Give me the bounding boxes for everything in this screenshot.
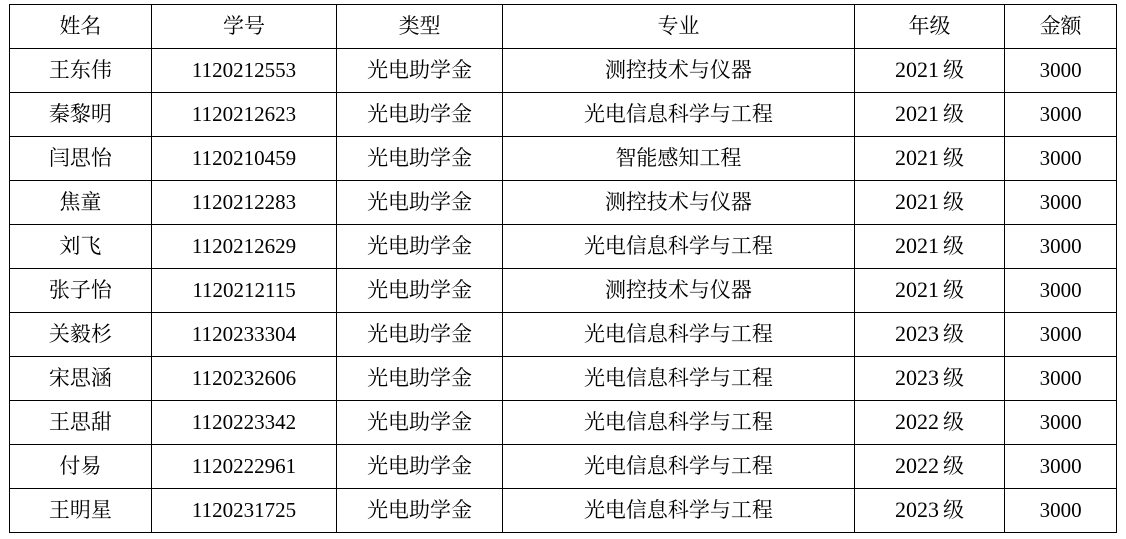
cell-major: 光电信息科学与工程 [502, 489, 854, 533]
cell-grade [854, 225, 1004, 269]
cell-major: 测控技术与仪器 [502, 269, 854, 313]
cell-name: 焦童 [10, 181, 152, 225]
cell-amount: 3000 [1005, 225, 1117, 269]
grade-suffix: 级 [943, 499, 965, 523]
grade-year: 2023 [895, 321, 940, 347]
cell-amount: 3000 [1005, 93, 1117, 137]
cell-student-id: 1120231725 [151, 489, 336, 533]
table-body [10, 5, 1117, 533]
cell-grade [854, 269, 1004, 313]
cell-name: 刘飞 [10, 225, 152, 269]
table-row [10, 269, 1117, 313]
cell-name: 王东伟 [10, 49, 152, 93]
cell-grade [854, 137, 1004, 181]
cell-type: 光电助学金 [337, 137, 503, 181]
table-row [10, 445, 1117, 489]
cell-student-id: 1120233304 [151, 313, 336, 357]
cell-grade [854, 489, 1004, 533]
table-row [10, 181, 1117, 225]
grade-year: 2021 [895, 233, 940, 259]
grade-suffix: 级 [943, 411, 965, 435]
table-row [10, 49, 1117, 93]
cell-name: 张子怡 [10, 269, 152, 313]
cell-type: 光电助学金 [337, 93, 503, 137]
cell-amount: 3000 [1005, 401, 1117, 445]
cell-grade [854, 313, 1004, 357]
cell-amount: 3000 [1005, 181, 1117, 225]
cell-major: 测控技术与仪器 [502, 181, 854, 225]
column-header-grade: 年级 [854, 5, 1004, 49]
grade-suffix: 级 [943, 323, 965, 347]
grade-year: 2022 [895, 409, 940, 435]
table-header-row [10, 5, 1117, 49]
grade-year: 2023 [895, 365, 940, 391]
cell-type: 光电助学金 [337, 181, 503, 225]
cell-student-id: 1120212623 [151, 93, 336, 137]
table-row [10, 93, 1117, 137]
grade-year: 2021 [895, 101, 940, 127]
cell-major: 智能感知工程 [502, 137, 854, 181]
cell-student-id: 1120212115 [151, 269, 336, 313]
cell-student-id: 1120210459 [151, 137, 336, 181]
grade-suffix: 级 [943, 191, 965, 215]
cell-major: 测控技术与仪器 [502, 49, 854, 93]
grade-suffix: 级 [943, 367, 965, 391]
cell-amount: 3000 [1005, 313, 1117, 357]
cell-type: 光电助学金 [337, 269, 503, 313]
cell-student-id: 1120212553 [151, 49, 336, 93]
table-row [10, 137, 1117, 181]
grade-suffix: 级 [943, 235, 965, 259]
scholarship-table [9, 4, 1117, 533]
cell-name: 秦黎明 [10, 93, 152, 137]
grade-year: 2021 [895, 145, 940, 171]
cell-amount: 3000 [1005, 269, 1117, 313]
cell-major: 光电信息科学与工程 [502, 401, 854, 445]
cell-grade [854, 93, 1004, 137]
grade-year: 2023 [895, 497, 940, 523]
cell-name: 闫思怡 [10, 137, 152, 181]
cell-type: 光电助学金 [337, 49, 503, 93]
cell-type: 光电助学金 [337, 489, 503, 533]
cell-student-id: 1120232606 [151, 357, 336, 401]
grade-year: 2021 [895, 57, 940, 83]
table-row [10, 357, 1117, 401]
table-row [10, 489, 1117, 533]
cell-name: 付易 [10, 445, 152, 489]
cell-amount: 3000 [1005, 445, 1117, 489]
cell-student-id: 1120212283 [151, 181, 336, 225]
cell-major: 光电信息科学与工程 [502, 225, 854, 269]
column-header-major: 专业 [502, 5, 854, 49]
cell-student-id: 1120212629 [151, 225, 336, 269]
cell-grade [854, 445, 1004, 489]
grade-suffix: 级 [943, 59, 965, 83]
grade-suffix: 级 [943, 279, 965, 303]
cell-grade [854, 49, 1004, 93]
table-row [10, 313, 1117, 357]
grade-suffix: 级 [943, 455, 965, 479]
cell-name: 宋思涵 [10, 357, 152, 401]
column-header-student-id: 学号 [151, 5, 336, 49]
cell-grade [854, 401, 1004, 445]
cell-type: 光电助学金 [337, 313, 503, 357]
cell-type: 光电助学金 [337, 445, 503, 489]
grade-year: 2021 [895, 189, 940, 215]
cell-amount: 3000 [1005, 137, 1117, 181]
cell-major: 光电信息科学与工程 [502, 445, 854, 489]
cell-name: 王思甜 [10, 401, 152, 445]
cell-amount: 3000 [1005, 489, 1117, 533]
table-row [10, 401, 1117, 445]
cell-major: 光电信息科学与工程 [502, 93, 854, 137]
grade-suffix: 级 [943, 103, 965, 127]
cell-amount: 3000 [1005, 357, 1117, 401]
cell-amount: 3000 [1005, 49, 1117, 93]
cell-type: 光电助学金 [337, 225, 503, 269]
cell-type: 光电助学金 [337, 401, 503, 445]
cell-major: 光电信息科学与工程 [502, 313, 854, 357]
cell-grade [854, 181, 1004, 225]
column-header-amount: 金额 [1005, 5, 1117, 49]
cell-grade [854, 357, 1004, 401]
column-header-type: 类型 [337, 5, 503, 49]
grade-year: 2022 [895, 453, 940, 479]
grade-year: 2021 [895, 277, 940, 303]
cell-major: 光电信息科学与工程 [502, 357, 854, 401]
cell-name: 关毅杉 [10, 313, 152, 357]
column-header-name: 姓名 [10, 5, 152, 49]
cell-name: 王明星 [10, 489, 152, 533]
cell-student-id: 1120222961 [151, 445, 336, 489]
cell-type: 光电助学金 [337, 357, 503, 401]
grade-suffix: 级 [943, 147, 965, 171]
table-row [10, 225, 1117, 269]
cell-student-id: 1120223342 [151, 401, 336, 445]
